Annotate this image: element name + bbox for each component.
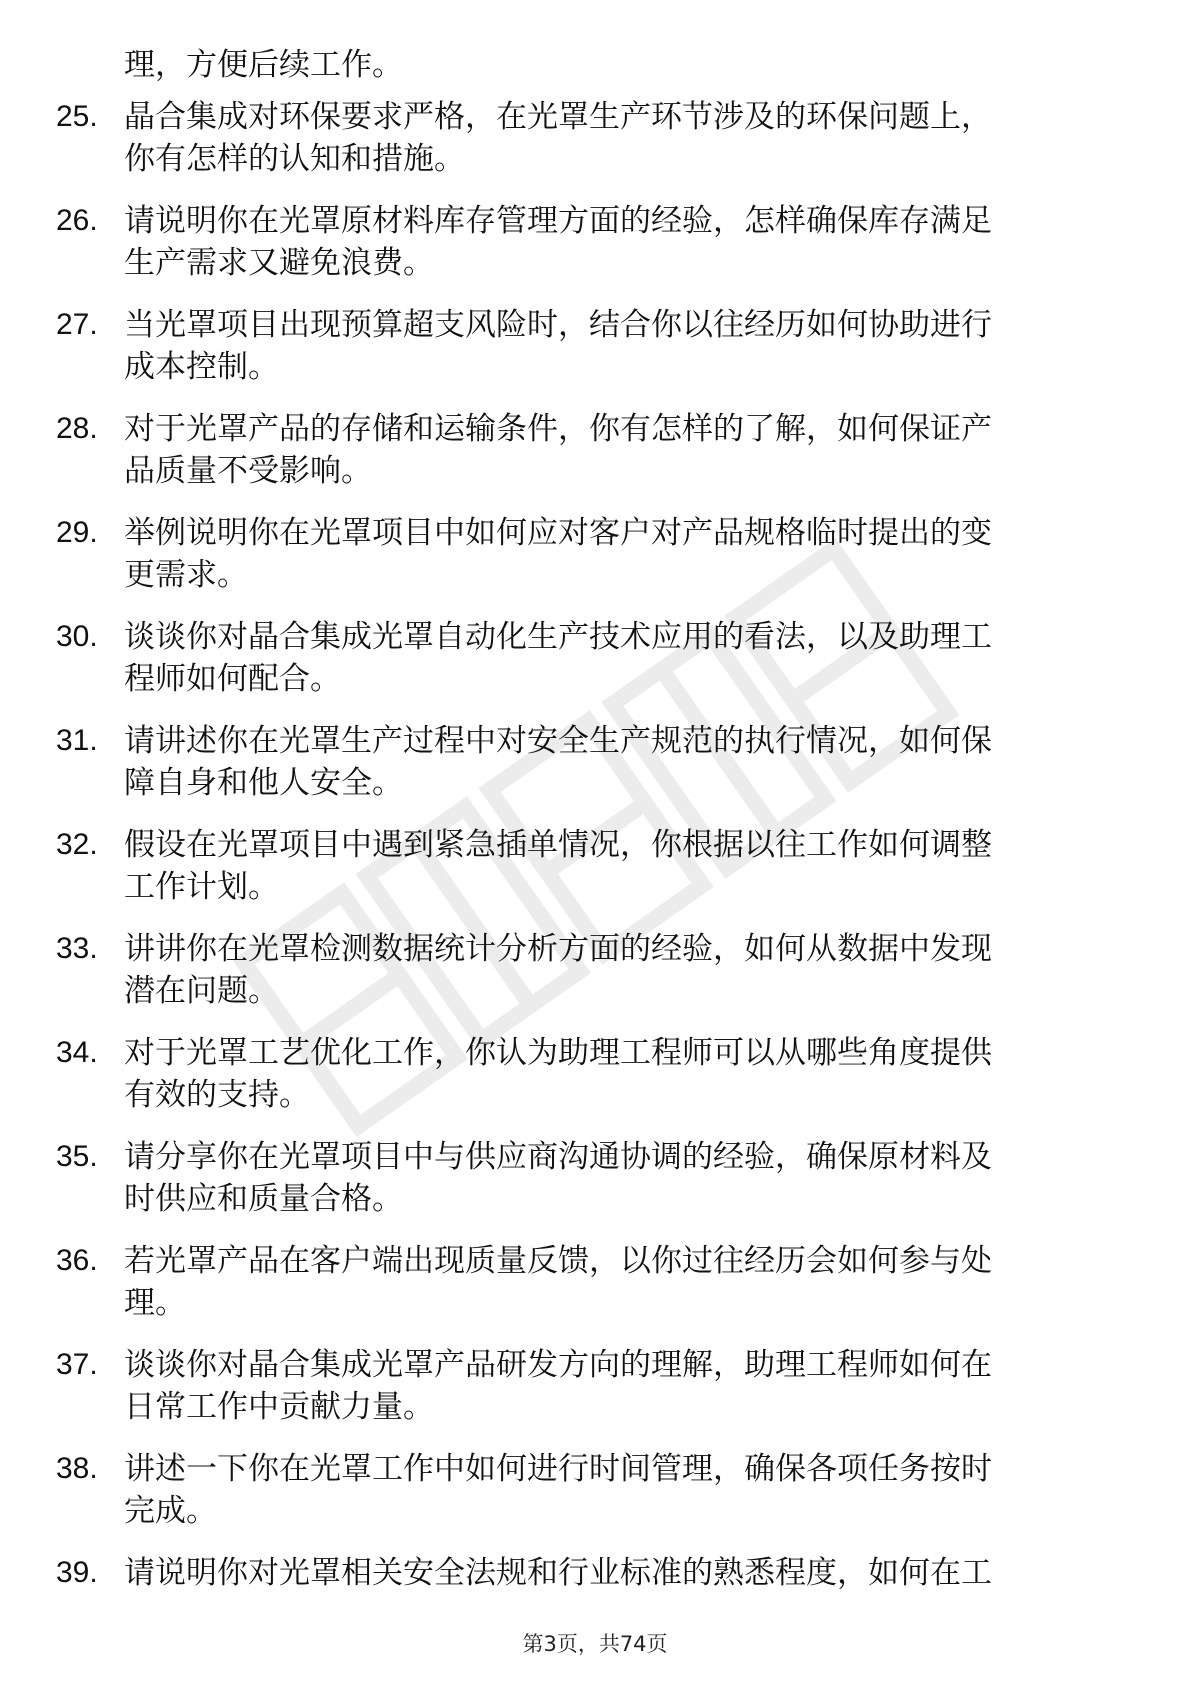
question-item bbox=[0, 1240, 1190, 1344]
question-number: 35. bbox=[56, 1140, 98, 1173]
question-text-line: 日常工作中贡献力量。 bbox=[124, 1389, 434, 1425]
page-footer: 第3页，共74页 bbox=[522, 1632, 668, 1656]
question-item bbox=[0, 96, 1190, 200]
question-item bbox=[0, 408, 1190, 512]
question-text-line: 生产需求又避免浪费。 bbox=[124, 245, 434, 281]
question-number: 28. bbox=[56, 412, 98, 445]
question-text-line: 当光罩项目出现预算超支风险时，结合你以往经历如何协助进行 bbox=[124, 307, 992, 343]
question-number: 34. bbox=[56, 1036, 98, 1069]
question-text-line: 假设在光罩项目中遇到紧急插单情况，你根据以往工作如何调整 bbox=[124, 827, 992, 863]
question-number: 25. bbox=[56, 100, 98, 133]
question-number: 29. bbox=[56, 516, 98, 549]
question-text-line: 请讲述你在光罩生产过程中对安全生产规范的执行情况，如何保 bbox=[124, 723, 992, 759]
question-text-line: 障自身和他人安全。 bbox=[124, 765, 403, 801]
question-text-line: 品质量不受影响。 bbox=[124, 453, 372, 489]
question-text-line: 谈谈你对晶合集成光罩产品研发方向的理解，助理工程师如何在 bbox=[124, 1347, 992, 1383]
question-text-line: 你有怎样的认知和措施。 bbox=[124, 141, 465, 177]
question-number: 26. bbox=[56, 204, 98, 237]
question-item bbox=[0, 1032, 1190, 1136]
question-number: 30. bbox=[56, 620, 98, 653]
question-text-line: 若光罩产品在客户端出现质量反馈，以你过往经历会如何参与处 bbox=[124, 1243, 992, 1279]
question-number: 32. bbox=[56, 828, 98, 861]
question-text-line: 对于光罩工艺优化工作，你认为助理工程师可以从哪些角度提供 bbox=[124, 1035, 992, 1071]
question-list bbox=[0, 44, 1190, 1656]
question-text-line: 理。 bbox=[124, 1285, 186, 1321]
question-item bbox=[0, 928, 1190, 1032]
question-text-line: 请说明你在光罩原材料库存管理方面的经验，怎样确保库存满足 bbox=[124, 203, 992, 239]
question-item bbox=[0, 824, 1190, 928]
question-text-line: 讲述一下你在光罩工作中如何进行时间管理，确保各项任务按时 bbox=[124, 1451, 992, 1487]
question-text-line: 完成。 bbox=[124, 1493, 217, 1529]
question-item bbox=[0, 1448, 1190, 1552]
question-text-line: 更需求。 bbox=[124, 557, 248, 593]
question-item bbox=[0, 616, 1190, 720]
question-text-line: 谈谈你对晶合集成光罩自动化生产技术应用的看法，以及助理工 bbox=[124, 619, 992, 655]
question-text-line: 成本控制。 bbox=[124, 349, 279, 385]
continued-line: 理，方便后续工作。 bbox=[124, 47, 403, 83]
question-number: 38. bbox=[56, 1452, 98, 1485]
question-item bbox=[0, 304, 1190, 408]
question-text-line: 晶合集成对环保要求严格，在光罩生产环节涉及的环保问题上， bbox=[124, 99, 992, 135]
question-text-line: 有效的支持。 bbox=[124, 1077, 310, 1113]
question-item bbox=[0, 200, 1190, 304]
question-item bbox=[0, 1136, 1190, 1240]
question-number: 27. bbox=[56, 308, 98, 341]
question-number: 31. bbox=[56, 724, 98, 757]
question-item bbox=[0, 512, 1190, 616]
question-number: 33. bbox=[56, 932, 98, 965]
question-text-line: 请说明你对光罩相关安全法规和行业标准的熟悉程度，如何在工 bbox=[124, 1555, 992, 1591]
question-text-line: 请分享你在光罩项目中与供应商沟通协调的经验，确保原材料及 bbox=[124, 1139, 992, 1175]
question-text-line: 时供应和质量合格。 bbox=[124, 1181, 403, 1217]
question-text-line: 程师如何配合。 bbox=[124, 661, 341, 697]
question-number: 36. bbox=[56, 1244, 98, 1277]
question-text-line: 工作计划。 bbox=[124, 869, 279, 905]
question-item bbox=[0, 720, 1190, 824]
question-text-line: 潜在问题。 bbox=[124, 973, 279, 1009]
question-text-line: 举例说明你在光罩项目中如何应对客户对产品规格临时提出的变 bbox=[124, 515, 992, 551]
question-text-line: 对于光罩产品的存储和运输条件，你有怎样的了解，如何保证产 bbox=[124, 411, 992, 447]
question-text-line: 讲讲你在光罩检测数据统计分析方面的经验，如何从数据中发现 bbox=[124, 931, 992, 967]
question-number: 37. bbox=[56, 1348, 98, 1381]
question-item bbox=[0, 1344, 1190, 1448]
question-number: 39. bbox=[56, 1556, 98, 1589]
